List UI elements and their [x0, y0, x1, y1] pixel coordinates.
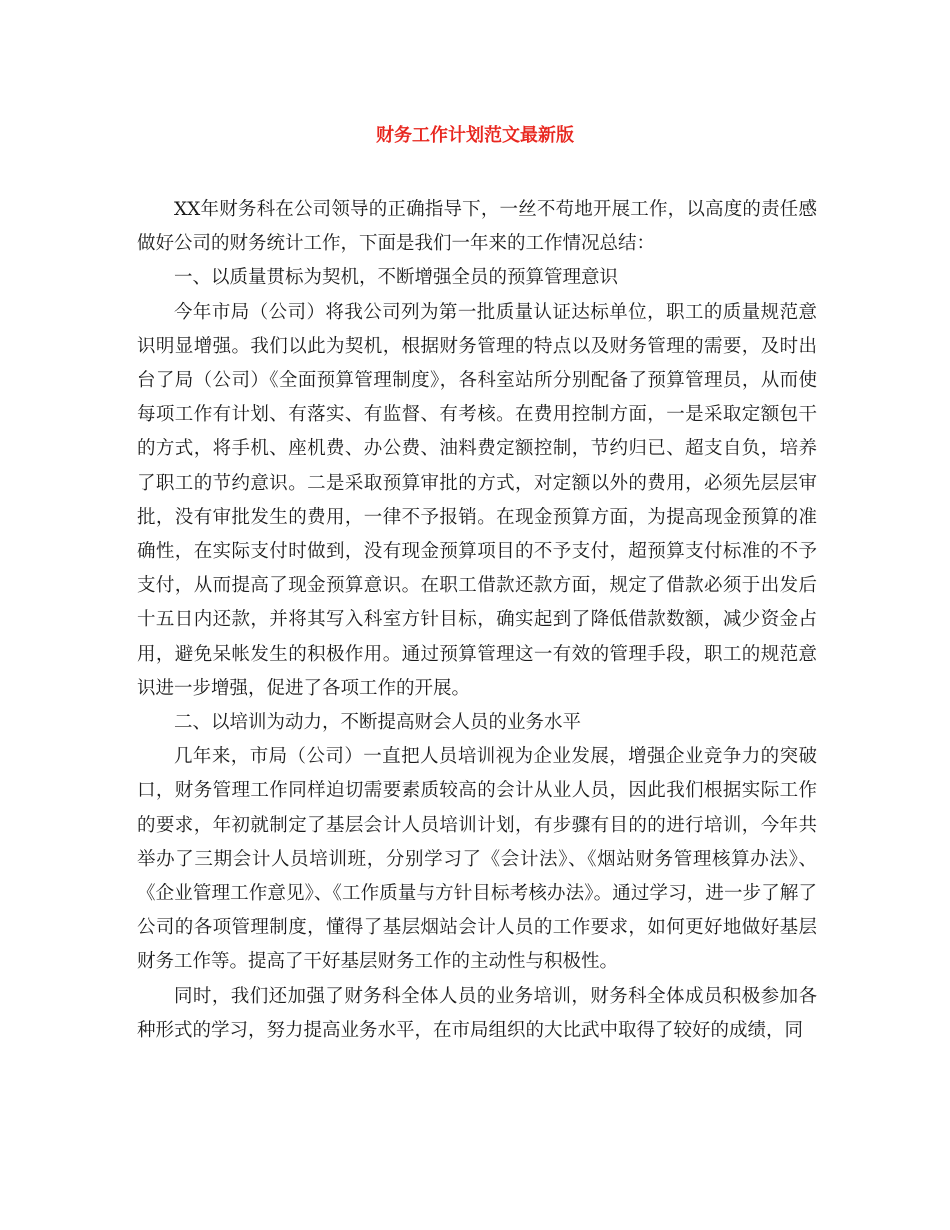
- section-heading-1: 一、以质量贯标为契机，不断增强全员的预算管理意识: [174, 267, 619, 289]
- document-body: [137, 193, 817, 1048]
- paragraph-intro: XX年财务科在公司领导的正确指导下，一丝不苟地开展工作，以高度的责任感做好公司的财务统计工作，下面是我们一年来的工作情况总结：: [137, 199, 817, 255]
- document-title: 财务工作计划范文最新版: [376, 125, 574, 146]
- paragraph-budget-management: 今年市局（公司）将我公司列为第一批质量认证达标单位，职工的质量规范意识明显增强。我们以此为契机，根据财务管理的特点以及财务管理的需要，及时出台了局（公司）《全面预算管理制度》，各科室站所分别配备了预算管理员，从而使每项工作有计划、有落实、有监督、有考核。在费用控制方面，一是采取定额包干的方式，将手机、座机费、办公费、油料费定额控制，节约归已、超支自负，培养了职工的节约意识。二是采取预算审批的方式，对定额以外的费用，必须先层层审批，没有审批发生的费用，一律不予报销。在现金预算方面，为提高现金预算的准确性，在实际支付时做到，没有现金预算项目的不予支付，超预算支付标准的不予支付，从而提高了现金预算意识。在职工借款还款方面，规定了借款必须于出发后十五日内还款，并将其写入科室方针目标，确实起到了降低借款数额，减少资金占用，避免呆帐发生的积极作用。通过预算管理这一有效的管理手段，职工的规范意识进一步增强，促进了各项工作的开展。: [137, 301, 817, 699]
- paragraph-training: 几年来，市局（公司）一直把人员培训视为企业发展，增强企业竞争力的突破口，财务管理工作同样迫切需要素质较高的会计从业人员，因此我们根据实际工作的要求，年初就制定了基层会计人员培训计划，有步骤有目的的进行培训，今年共举办了三期会计人员培训班，分别学习了《会计法》、《烟站财务管理核算办法》、《企业管理工作意见》、《工作质量与方针目标考核办法》。通过学习，进一步了解了公司的各项管理制度，懂得了基层烟站会计人员的工作要求，如何更好地做好基层财务工作等。提高了干好基层财务工作的主动性与积极性。: [137, 746, 817, 973]
- paragraph-staff-training: 同时，我们还加强了财务科全体人员的业务培训，财务科全体成员积极参加各种形式的学习，努力提高业务水平，在市局组织的大比武中取得了较好的成绩，同: [137, 985, 817, 1041]
- section-heading-2: 二、以培训为动力，不断提高财会人员的业务水平: [174, 712, 582, 734]
